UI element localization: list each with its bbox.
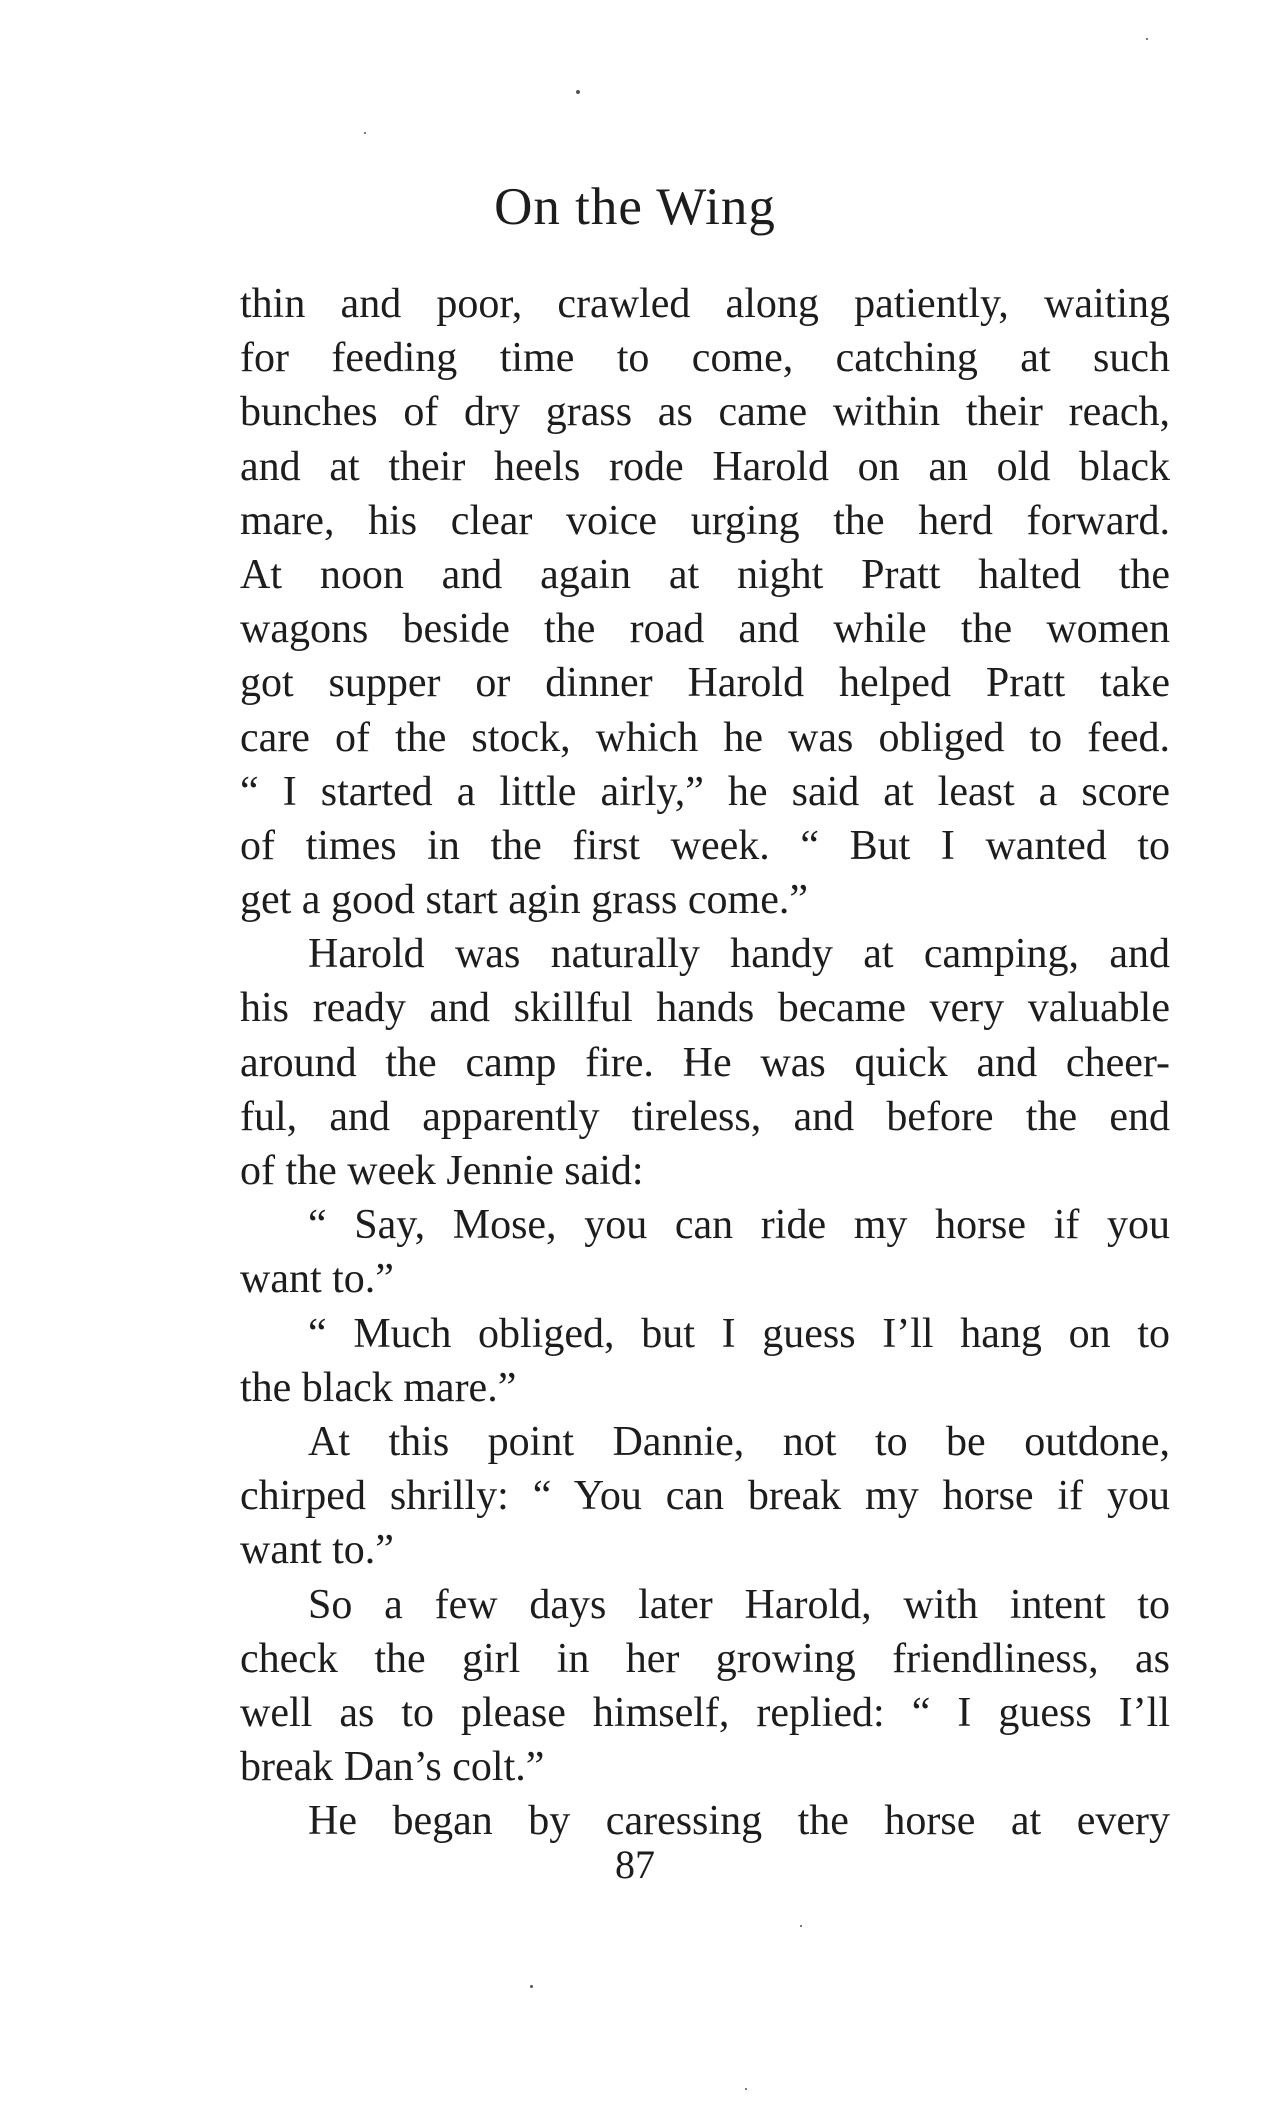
text-line: He began by caressing the horse at every	[308, 1798, 1170, 1845]
text-line: got supper or dinner Harold helped Pratt take	[240, 660, 1170, 707]
text-line: well as to please himself, replied: “ I guess I’ll	[240, 1689, 1170, 1736]
text-line: check the girl in her growing friendliness, as	[240, 1635, 1170, 1682]
text-line: thin and poor, crawled along patiently, waiting	[240, 281, 1170, 327]
text-line: mare, his clear voice urging the herd forward.	[240, 497, 1170, 544]
text-line: chirped shrilly: “ You can break my horse if you	[240, 1473, 1170, 1520]
text-line: for feeding time to come, catching at such	[240, 335, 1170, 382]
text-line: the black mare.”	[240, 1364, 517, 1411]
text-line: around the camp fire. He was quick and cheer-	[240, 1039, 1170, 1086]
page-number: 87	[615, 1842, 655, 1887]
text-line: his ready and skillful hands became very valuable	[240, 985, 1170, 1032]
text-line: At this point Dannie, not to be outdone,	[308, 1418, 1170, 1465]
text-line: break Dan’s colt.”	[240, 1744, 545, 1791]
text-line: Harold was naturally handy at camping, and	[308, 931, 1170, 978]
text-line: want to.”	[240, 1527, 394, 1574]
text-line: “ Much obliged, but I guess I’ll hang on to	[308, 1310, 1170, 1357]
text-line: ful, and apparently tireless, and before the end	[240, 1093, 1170, 1140]
text-line: bunches of dry grass as came within their reach,	[240, 389, 1170, 436]
paper-speck	[745, 2088, 747, 2090]
text-line: want to.”	[240, 1256, 394, 1303]
paper-speck	[364, 132, 366, 134]
body-text	[240, 277, 1170, 1848]
text-line: wagons beside the road and while the women	[240, 606, 1170, 653]
text-line: “ Say, Mose, you can ride my horse if you	[308, 1202, 1170, 1249]
running-head: On the Wing	[494, 178, 776, 236]
text-line: of times in the first week. “ But I wanted to	[240, 822, 1170, 869]
text-line: So a few days later Harold, with intent to	[308, 1581, 1170, 1628]
paper-speck	[1146, 38, 1148, 40]
text-line: get a good start agin grass come.”	[240, 877, 808, 924]
text-line: and at their heels rode Harold on an old black	[240, 443, 1170, 490]
text-line: “ I started a little airly,” he said at least a score	[240, 768, 1170, 815]
paper-speck	[800, 1925, 802, 1927]
text-line: At noon and again at night Pratt halted the	[240, 551, 1170, 598]
paper-speck	[530, 1985, 533, 1988]
paper-speck	[576, 90, 580, 94]
text-line: care of the stock, which he was obliged to feed.	[240, 714, 1170, 761]
text-line: of the week Jennie said:	[240, 1148, 644, 1194]
